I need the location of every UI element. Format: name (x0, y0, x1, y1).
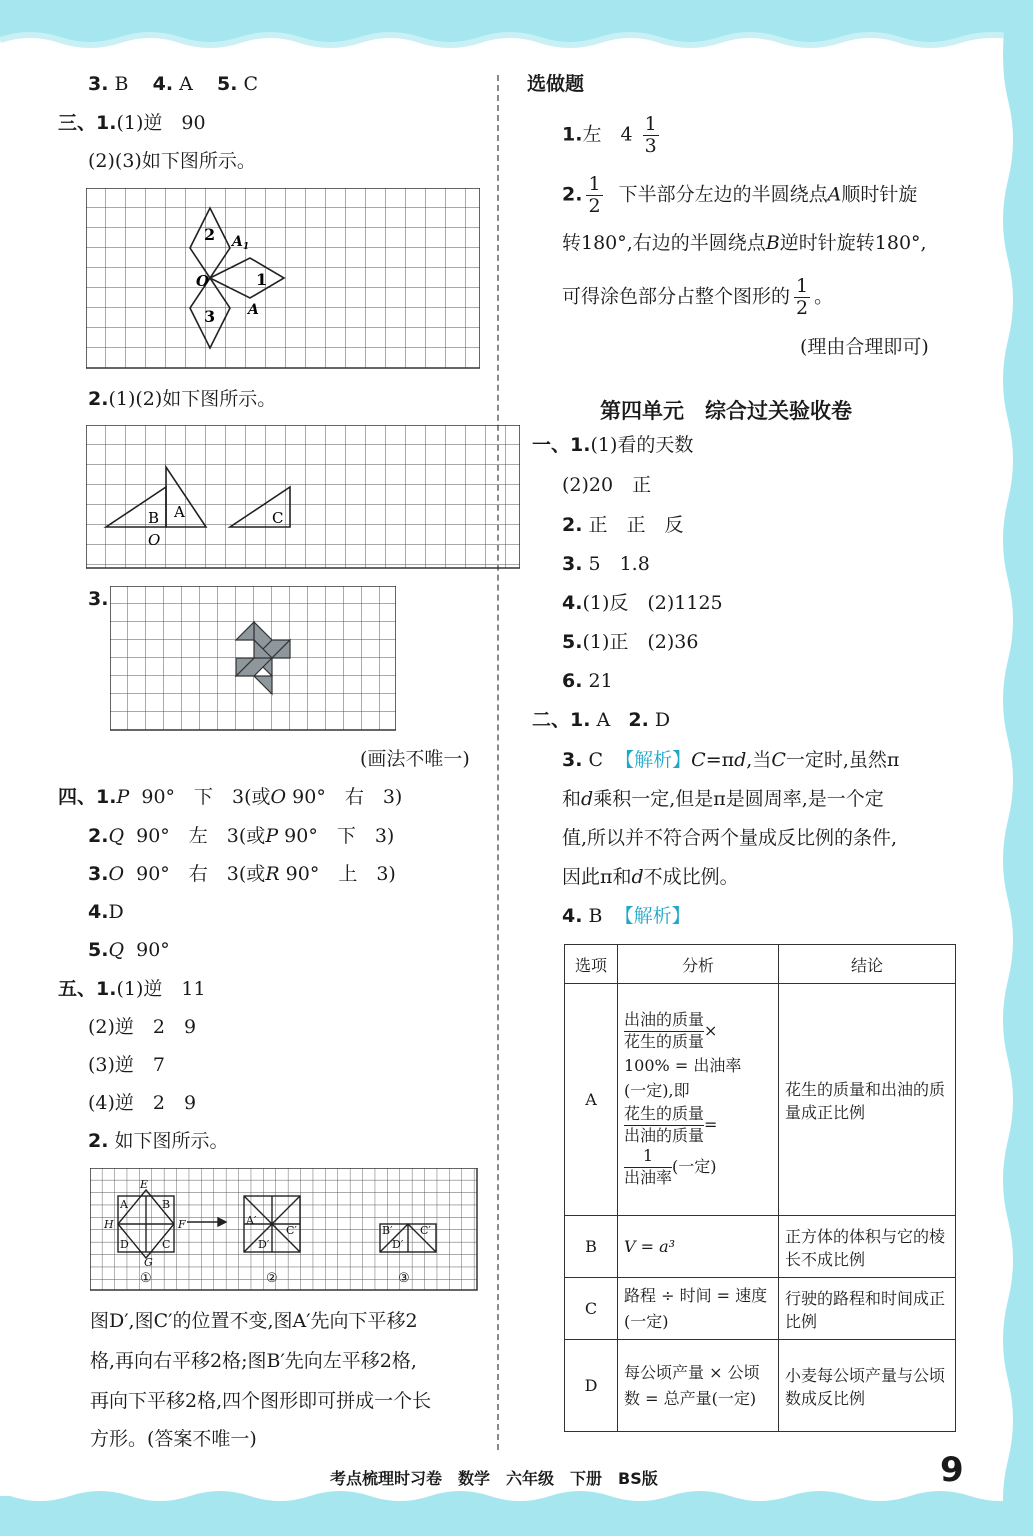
answer-line-3-5: 3. B 4. A 5. C (88, 73, 259, 95)
page-number: 9 (940, 1450, 964, 1490)
shape-a-label: A (174, 503, 185, 521)
unit-s2-q3-d: 因此π和d不成比例。 (562, 866, 739, 888)
right-wave-band (988, 0, 1033, 1536)
point-o-label: O (196, 272, 210, 290)
table-header-conclusion: 结论 (779, 945, 956, 984)
svg-text:E: E (140, 1178, 149, 1191)
section-3-q1: 三、1.(1)逆 90 (58, 112, 206, 134)
svg-text:C′: C′ (286, 1224, 297, 1237)
table-row (565, 984, 956, 1216)
shape-label-3: 3 (204, 307, 216, 326)
top-wave-band (0, 0, 1033, 60)
fraction-one-half-2: $\frac{1}{2}$ (796, 275, 809, 319)
table-header-option: 选项 (565, 945, 618, 984)
svg-text:B: B (162, 1198, 171, 1211)
svg-text:D′: D′ (392, 1238, 404, 1251)
rotation-grid-figure-1 (86, 188, 480, 370)
section-4-q5: 5.Q 90° (88, 939, 170, 961)
shape-label-2: 2 (204, 225, 216, 244)
point-o-label: O (148, 531, 161, 549)
explanation-line-1: 图D′,图C′的位置不变,图A′先向下平移2 (90, 1310, 418, 1332)
section-5-q1-b: (2)逆 2 9 (88, 1016, 197, 1038)
table-cell-conclusion: 花生的质量和出油的质量成正比例 (779, 984, 956, 1216)
optional-q2-c: 可得涂色部分占整个图形的 $\frac{1}{2}$ 。 (562, 275, 834, 319)
section-4-q1: 四、1.P 90° 下 3(或O 90° 右 3) (58, 786, 403, 808)
unit-s2-q3: 3. C 【解析】C=πd,当C一定时,虽然π (562, 749, 900, 771)
shape-label-1: 1 (256, 270, 268, 289)
shape-c-label: C (272, 509, 284, 527)
translation-grid-figure-4 (90, 1168, 478, 1292)
section-4-q4: 4.D (88, 901, 124, 923)
section-5-q1-c: (3)逆 7 (88, 1054, 166, 1076)
unit-s2-q3-c: 值,所以并不符合两个量成反比例的条件, (562, 827, 898, 849)
unit-s1-q4: 4.(1)反 (2)1125 (562, 592, 723, 614)
unit-title: 第四单元 综合过关验收卷 (600, 399, 852, 423)
explanation-line-4: 方形。(答案不唯一) (90, 1428, 257, 1450)
table-cell-analysis: 路程 ÷ 时间 = 速度(一定) (618, 1278, 779, 1340)
table-cell-option: D (565, 1340, 618, 1432)
svg-text:G: G (144, 1256, 153, 1269)
table-cell-conclusion: 小麦每公顷产量与公顷数成反比例 (779, 1340, 956, 1432)
svg-text:A′: A′ (246, 1214, 257, 1227)
svg-text:C′: C′ (420, 1224, 431, 1237)
section-4-q3: 3.O 90° 右 3(或R 90° 上 3) (88, 863, 396, 885)
optional-q1: 1.左 4 $\frac{1}{3}$ (562, 113, 657, 157)
rotation-grid-figure-2 (86, 425, 520, 569)
fraction-one-half: $\frac{1}{2}$ (588, 173, 601, 217)
table-cell-analysis: 出油的质量 花生的质量 × 100% = 出油率 (一定),即 花生的质量 出油的质量 = 1 出油率 (一定) (618, 984, 779, 1216)
analysis-table (564, 944, 956, 1432)
svg-text:C: C (162, 1238, 171, 1251)
table-cell-analysis: 每公顷产量 × 公顷数 = 总产量(一定) (618, 1340, 779, 1432)
svg-text:F: F (178, 1218, 186, 1231)
unit-s2-q4: 4. B 【解析】 (562, 905, 691, 927)
svg-text:③: ③ (398, 1271, 410, 1286)
unit-s1-q1: 一、1.(1)看的天数 (532, 434, 694, 456)
table-cell-analysis: V = a³ (618, 1216, 779, 1278)
optional-note: (理由合理即可) (800, 336, 929, 358)
section-4-q2: 2.Q 90° 左 3(或P 90° 下 3) (88, 825, 395, 847)
unit-s1-q6: 6. 21 (562, 670, 613, 692)
table-cell-option: C (565, 1278, 618, 1340)
table-cell-conclusion: 正方体的体积与它的棱长不成比例 (779, 1216, 956, 1278)
optional-q2-b: 转180°,右边的半圆绕点B逆时针旋转180°, (562, 232, 927, 254)
table-cell-conclusion: 行驶的路程和时间成正比例 (779, 1278, 956, 1340)
unit-s1-q5: 5.(1)正 (2)36 (562, 631, 699, 653)
svg-text:②: ② (266, 1271, 278, 1286)
section-3-note: (画法不唯一) (360, 748, 470, 770)
optional-q2: 2. $\frac{1}{2}$ 下半部分左边的半圆绕点A顺时针旋 (562, 173, 918, 217)
section-3-q1-sub: (2)(3)如下图所示。 (88, 150, 256, 172)
unit-s1-q2: 2. 正 正 反 (562, 514, 684, 536)
section-3-q3: 3. (88, 588, 109, 610)
unit-s2-q3-b: 和d乘积一定,但是π是圆周率,是一个定 (562, 788, 884, 810)
table-header-row (565, 945, 956, 984)
fraction-one-third: $\frac{1}{3}$ (644, 113, 657, 157)
unit-s1-q1-b: (2)20 正 (562, 474, 652, 496)
svg-text:①: ① (140, 1271, 152, 1286)
table-row (565, 1278, 956, 1340)
unit-s2-q1-2: 二、1. A 2. D (532, 709, 671, 731)
table-cell-option: A (565, 984, 618, 1216)
section-5-q1: 五、1.(1)逆 11 (58, 978, 206, 1000)
point-a-label: A (248, 302, 259, 318)
section-3-q2: 2.(1)(2)如下图所示。 (88, 388, 277, 410)
page-footer: 考点梳理时习卷 数学 六年级 下册 BS版 (330, 1469, 658, 1488)
table-row (565, 1216, 956, 1278)
table-row (565, 1340, 956, 1432)
shape-b-label: B (148, 509, 160, 527)
section-5-q2: 2. 如下图所示。 (88, 1130, 229, 1152)
svg-text:A: A (120, 1198, 128, 1211)
svg-text:B′: B′ (382, 1224, 393, 1237)
table-cell-option: B (565, 1216, 618, 1278)
svg-text:D′: D′ (258, 1238, 270, 1251)
explanation-line-2: 格,再向右平移2格;图B′先向左平移2格, (90, 1350, 417, 1372)
point-a1-label: $A_1$ (232, 234, 250, 252)
optional-title: 选做题 (527, 73, 585, 95)
svg-text:D: D (120, 1238, 129, 1251)
section-5-q1-d: (4)逆 2 9 (88, 1092, 197, 1114)
explanation-line-3: 再向下平移2格,四个图形即可拼成一个长 (90, 1390, 432, 1412)
table-header-analysis: 分析 (618, 945, 779, 984)
pinwheel-grid-figure-3 (110, 586, 396, 732)
unit-s1-q3: 3. 5 1.8 (562, 553, 650, 575)
column-divider (497, 75, 499, 1450)
svg-text:H: H (104, 1218, 114, 1231)
